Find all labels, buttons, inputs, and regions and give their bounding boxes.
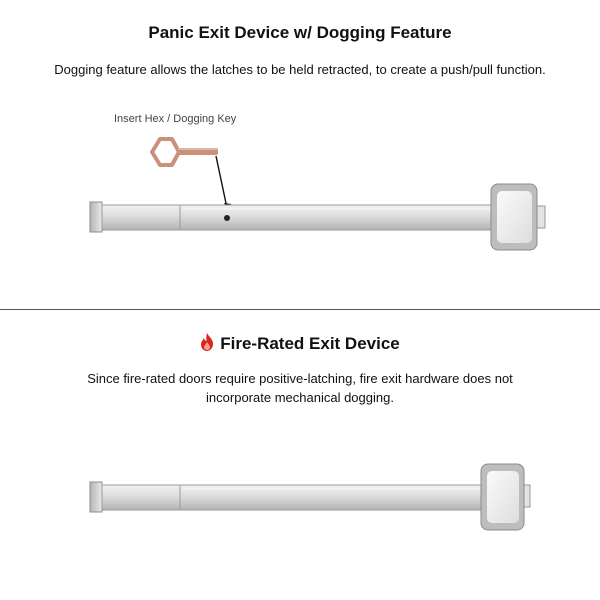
arrow-icon (216, 156, 231, 212)
description-line-2: incorporate mechanical dogging. (206, 390, 394, 405)
section-dogging-title: Panic Exit Device w/ Dogging Feature (148, 23, 452, 42)
section-fire-rated-title: Fire-Rated Exit Device (220, 334, 400, 353)
panic-bar-dogging (90, 184, 545, 250)
dogging-hole (224, 215, 230, 221)
section-fire-rated-description (20, 369, 580, 407)
description-line-1: Since fire-rated doors require positive-latching, fire exit hardware does not (87, 371, 513, 386)
dogging-key-callout-label: Insert Hex / Dogging Key (114, 113, 237, 125)
flame-icon (200, 333, 214, 351)
panic-bar-fire-rated (90, 464, 530, 530)
hex-key-icon (152, 139, 218, 165)
section-fire-rated-title-row (0, 333, 600, 354)
section-divider (0, 309, 600, 310)
section-dogging-description: Dogging feature allows the latches to be held retracted, to create a push/pull function. (54, 62, 546, 77)
